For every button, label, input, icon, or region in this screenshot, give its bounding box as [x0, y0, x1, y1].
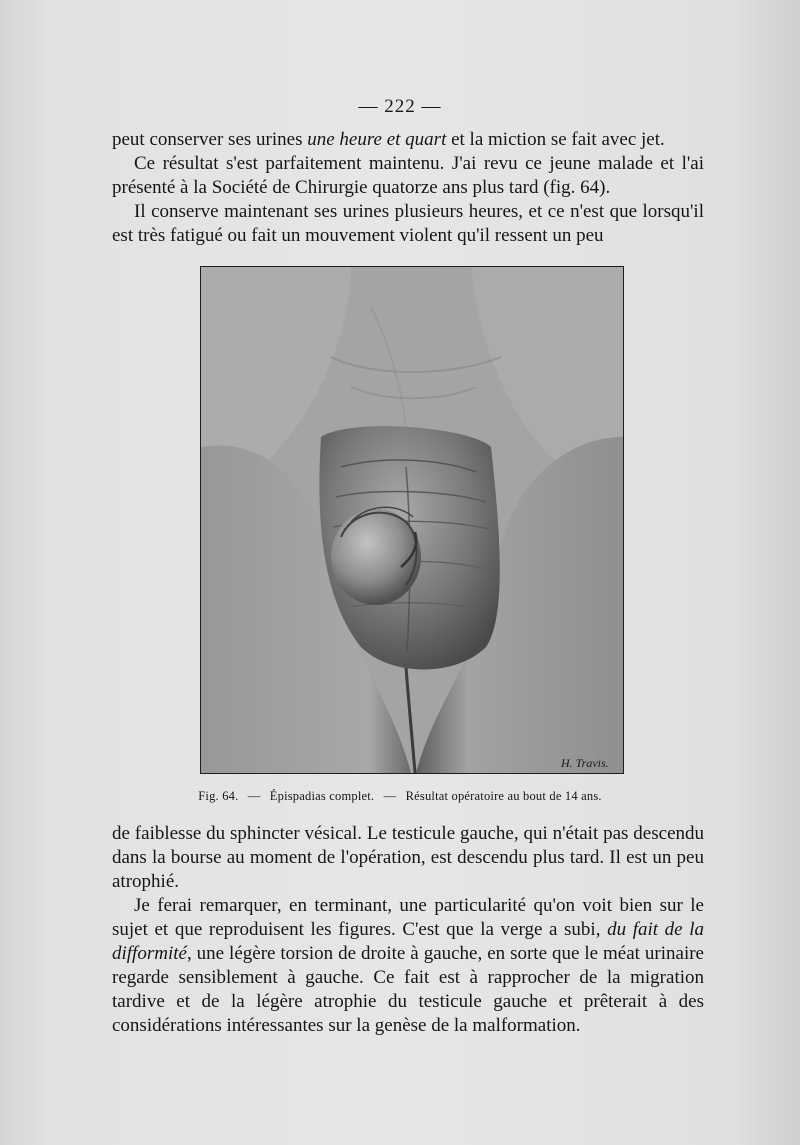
caption-label: Fig. 64. [198, 789, 239, 803]
anatomical-illustration [201, 267, 623, 773]
paragraph-1: peut conserver ses urines une heure et quart et la miction se fait avec jet. [112, 129, 665, 150]
emphasis-text: une heure et quart [307, 129, 447, 150]
page-number: — 222 — [358, 96, 442, 117]
illustrator-signature: H. Travis. [561, 756, 609, 770]
paragraph-4: de faiblesse du sphincter vésical. Le testicule gauche, qui n'était pas descendu dans la bourse au moment de l'opération, est descendu plus tard. Il est un peu atrophié. [112, 823, 704, 892]
figure-caption: Fig. 64. — Épispadias complet. — Résultat opératoire au bout de 14 ans. [198, 789, 602, 803]
paragraph-5: Je ferai remarquer, en terminant, une particularité qu'on voit bien sur le sujet et que reproduisent les figures. C'est que la verge a subi, du fait de la difformité, une légère torsion de droite à gauche, en sorte que le méat urinaire regarde sensiblement à gauche. Ce fait est à rapprocher de la migration tardive et de la légère atrophie du testicule gauche et prêterait à des considérations intéressantes sur la genèse de la malformation. [112, 895, 704, 1036]
figure-64-illustration [200, 266, 624, 774]
bottom-text-block [112, 822, 704, 1038]
caption-description: Résultat opératoire au bout de 14 ans. [405, 789, 602, 803]
paragraph-2: Ce résultat s'est parfaitement maintenu. J'ai revu ce jeune malade et l'ai présenté à la Société de Chirurgie quatorze ans plus tard (fig. 64). [112, 153, 704, 198]
paragraph-3: Il conserve maintenant ses urines plusieurs heures, et ce n'est que lorsqu'il est très fatigué ou fait un mouvement violent qu'il ressent un peu [112, 201, 704, 246]
caption-title: Épispadias complet. [269, 789, 375, 803]
top-text-block [112, 128, 704, 248]
emphasis-text: du fait de la difformité [112, 919, 704, 964]
